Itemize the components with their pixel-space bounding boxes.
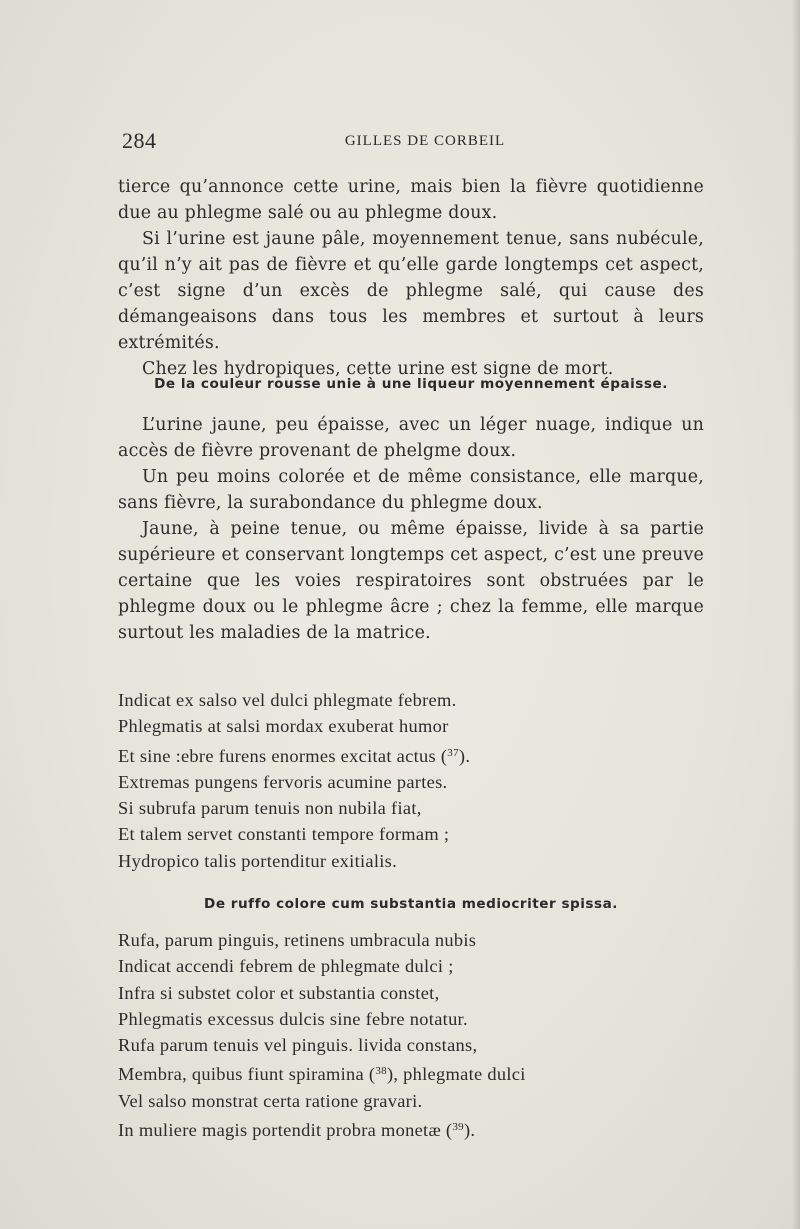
paragraph: Si l’urine est jaune pâle, moyennement tenue, sans nubécule, qu’il n’y ait pas de fièvre et qu’elle garde longtemps cet aspect, c’est signe d’un excès de phlegme salé, qui cause des démangeaisons dans tous les membres et surtout à leurs extrémités. [118,229,704,353]
footnote-ref: 37 [447,746,459,759]
verse-line: Indicat accendi febrem de phlegmate dulci ; [118,956,454,977]
verse-line: Vel salso monstrat certa ratione gravari. [118,1090,423,1111]
verse-line-text: Et sine :ebre furens enormes excitat actus ( [118,745,448,766]
footnote-ref: 39 [452,1121,464,1134]
paragraph: Un peu moins colorée et de même consistance, elle marque, sans fièvre, la surabondance du phlegme doux. [118,467,704,513]
verse-line: Rufa parum tenuis vel pinguis. livida constans, [118,1035,478,1056]
section-heading-french: De la couleur rousse unie à une liqueur moyennement épaisse. [154,376,668,392]
running-title: GILLES DE CORBEIL [344,133,506,149]
verse-line: Phlegmatis excessus dulcis sine febre notatur. [118,1008,468,1029]
verse-line-text: ). [463,1120,476,1141]
french-section-1 [118,174,704,382]
paragraph: Jaune, à peine tenue, ou même épaisse, livide à sa partie supérieure et conservant longtemps cet aspect, c’est une preuve certaine que les voies respiratoires sont obstruées par le phlegme doux ou le phlegme âcre ; chez la femme, elle marque surtout les maladies de la matrice. [118,519,704,643]
paragraph: L’urine jaune, peu épaisse, avec un léger nuage, indique un accès de fièvre provenant de phelgme doux. [118,415,704,461]
page-header [0,128,800,158]
page-edge [792,0,800,1229]
verse-line-text: ). [458,745,471,766]
verse-line: Et talem servet constanti tempore formam ; [118,824,450,845]
verse-line [118,740,704,769]
verse-line: Indicat ex salso vel dulci phlegmate febrem. [118,690,457,710]
verse-line: Infra si substet color et substantia constet, [118,982,440,1003]
verse-line: Hydropico talis portenditur exitialis. [118,850,398,871]
footnote-ref: 38 [375,1065,387,1078]
verse-line-text: ), phlegmate dulci [386,1064,526,1085]
section-heading-latin: De ruffo colore cum substantia mediocriter spissa. [204,896,618,912]
page-number: 284 [122,128,157,153]
latin-verse-2 [118,927,704,1143]
verse-line: Phlegmatis at salsi mordax exuberat humor [118,716,449,737]
paragraph: Chez les hydropiques, cette urine est signe de mort. [142,359,614,379]
french-section-2 [118,412,704,646]
verse-line-text: Membra, quibus fiunt spiramina ( [118,1064,376,1085]
verse-line [118,1114,704,1143]
verse-line [118,1058,704,1087]
verse-line: Rufa, parum pinguis, retinens umbracula nubis [118,930,477,950]
latin-verse-1 [118,687,704,874]
verse-line: Extremas pungens fervoris acumine partes. [118,771,448,792]
verse-line-text: In muliere magis portendit probra monetæ ( [118,1120,453,1141]
paragraph: tierce qu’annonce cette urine, mais bien la fièvre quotidienne due au phlegme salé ou au phlegme doux. [118,177,704,223]
verse-line: Si subrufa parum tenuis non nubila fiat, [118,798,422,819]
